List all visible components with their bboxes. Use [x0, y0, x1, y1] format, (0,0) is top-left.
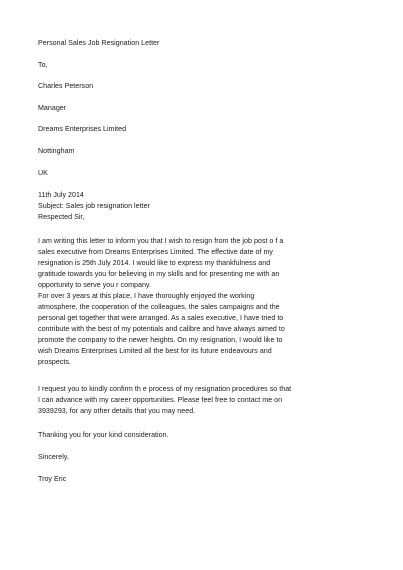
letter-title: Personal Sales Job Resignation Letter: [38, 39, 160, 47]
country: UK: [38, 169, 48, 177]
body-line: I can advance with my career opportunities. Please feel free to contact me on: [38, 396, 283, 404]
body-line: sales executive from Dreams Enterprises Limited. The effective date of my: [38, 248, 273, 256]
body-line: opportunity to serve you r company.: [38, 281, 151, 289]
recipient-title: Manager: [38, 104, 67, 112]
body-line: promote the company to the newer heights. On my resignation, I would like to: [38, 336, 283, 344]
recipient-name: Charles Peterson: [38, 82, 94, 90]
signature-name: Troy Eric: [38, 475, 67, 483]
body-line: contribute with the best of my potentials and calibre and have always aimed to: [38, 325, 285, 333]
body-line: wish Dreams Enterprises Limited all the best for its future endeavours and: [38, 347, 272, 355]
letter-subject: Subject: Sales job resignation letter: [38, 202, 150, 210]
thanks-line: Thanking you for your kind consideration.: [38, 431, 169, 439]
body-line: atmosphere, the cooperation of the colleagues, the sales campaigns and the: [38, 303, 280, 311]
letter-date: 11th July 2014: [38, 191, 84, 199]
body-line: I request you to kindly confirm th e process of my resignation procedures so that: [38, 385, 292, 393]
closing: Sincerely,: [38, 453, 69, 461]
body-line: resignation is 25th July 2014. I would like to express my thankfulness and: [38, 259, 271, 267]
body-line: 3939293, for any other details that you may need.: [38, 407, 196, 415]
body-line: prospects.: [38, 358, 71, 366]
company-name: Dreams Enterprises Limited: [38, 125, 127, 133]
body-line: personal get together that were arranged. As a sales executive, I have tried to: [38, 314, 284, 322]
city: Nottingham: [38, 147, 75, 155]
body-line: I am writing this letter to inform you that I wish to resign from the job post o f a: [38, 237, 284, 245]
salutation-to: To,: [38, 61, 48, 69]
body-line: gratitude towards you for believing in my skills and for presenting me with an: [38, 270, 280, 278]
greeting: Respected Sir,: [38, 213, 85, 221]
body-line: For over 3 years at this place, I have thoroughly enjoyed the working: [38, 292, 255, 300]
